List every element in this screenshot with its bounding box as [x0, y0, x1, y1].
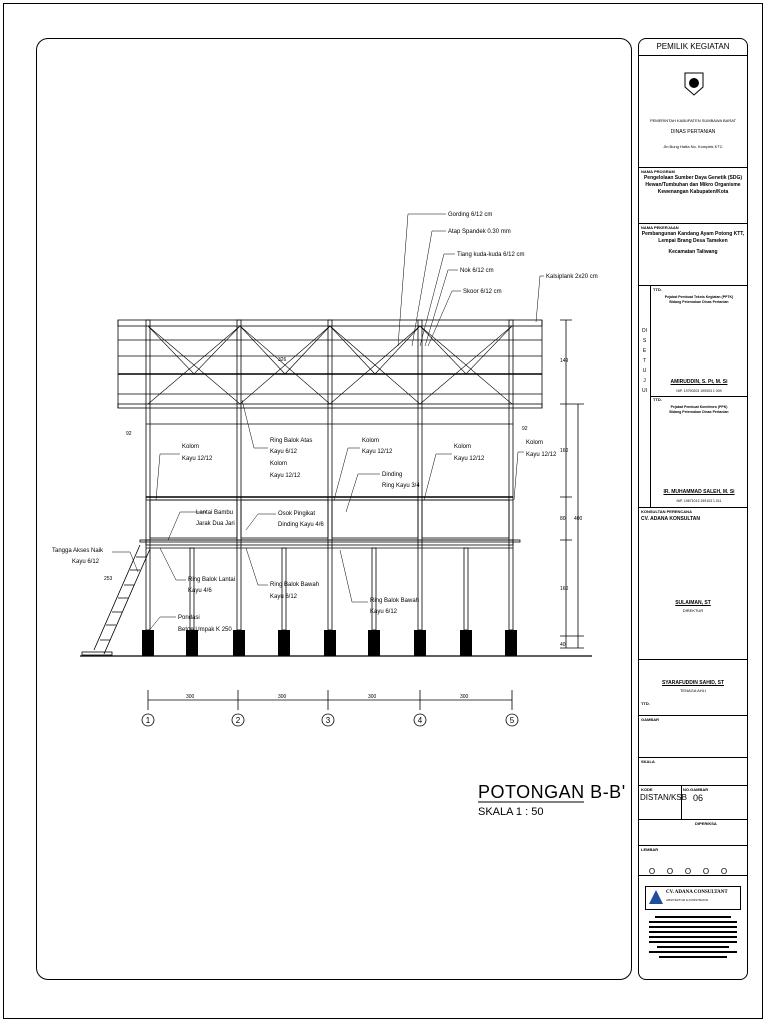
- label-kolom-2: Kolom: [270, 461, 288, 467]
- label-ring-atas-spec: Kayu 6/12: [270, 449, 298, 455]
- company-logo-box: [645, 886, 741, 910]
- label-ring-lantai: Ring Balok Lantai: [188, 577, 236, 583]
- ttd-label-3: TTD.: [641, 701, 650, 706]
- kode-value: DISTAN/KSB: [640, 793, 687, 802]
- drawing-scale: SKALA 1 : 50: [478, 806, 544, 818]
- work-line-1: Pembangunan Kandang Ayam Potong KTT,: [641, 231, 745, 237]
- program-header: NAMA PROGRAM: [641, 169, 675, 174]
- designer-role: TENAGA AHLI: [679, 688, 706, 693]
- lembar-section: [639, 845, 747, 875]
- dim-grid-1: 300: [186, 694, 195, 700]
- work-line-3: Kecamatan Taliwang: [668, 249, 718, 255]
- label-skoor: Skoor 6/12 cm: [463, 289, 502, 295]
- label-pondasi: Pondasi: [178, 615, 200, 621]
- label-ring-bawah-1-spec: Kayu 6/12: [270, 594, 298, 600]
- disetujui-vertical: [639, 286, 651, 507]
- label-kolom-5-spec: Kayu 12/12: [526, 452, 557, 458]
- work-header: NAMA PEKERJAAN: [641, 225, 679, 230]
- sheet-circle-5: O: [720, 867, 728, 876]
- dim-left-over: 92: [126, 431, 132, 437]
- drawing-title: POTONGAN B-B': [478, 782, 626, 802]
- work-section: [639, 223, 747, 256]
- pptk-role-2: Bidang Peternakan Dinas Pertanian: [669, 300, 729, 304]
- dim-roof: 149: [560, 358, 569, 364]
- dim-span: 326: [278, 357, 287, 363]
- designer-section: [639, 659, 747, 715]
- label-kolom-1: Kolom: [182, 444, 200, 450]
- label-ring-bawah-1: Ring Balok Bawah: [270, 582, 320, 588]
- company-name: CV. ADANA CONSULTANT: [666, 890, 728, 895]
- dim-under: 160: [560, 586, 569, 592]
- pptk-nip: NIP. 19790203 199303 1 009: [676, 389, 722, 393]
- label-osok: Osok Pingikat: [278, 511, 316, 517]
- nogambar-value: 06: [693, 793, 704, 803]
- label-tangga-spec: Kayu 6/12: [72, 559, 100, 565]
- label-kolom-4-spec: Kayu 12/12: [454, 456, 485, 462]
- dept-name: DINAS PERTANIAN: [670, 129, 716, 135]
- skala-section: [639, 757, 747, 785]
- dim-found: 40: [560, 642, 566, 648]
- work-line-2: Lempai Brang Desa Tameken: [658, 238, 728, 244]
- label-nok: Nok 6/12 cm: [460, 268, 494, 274]
- director-role: DIREKTUR: [682, 608, 704, 613]
- ring-balok-atas: [118, 404, 542, 408]
- kode-section: [639, 785, 747, 819]
- under-posts: [190, 548, 468, 630]
- designer-name: SYARAFUDDIN SAHID, ST: [661, 680, 725, 686]
- skala-header: SKALA: [641, 759, 655, 764]
- pptk-role-1: Pejabat Pembuat Teknis Kegiatan (PPTK): [664, 295, 734, 299]
- program-section: [639, 167, 747, 196]
- stair-stringer: [94, 545, 140, 650]
- ppk-role-2: Bidang Peternakan Dinas Pertanian: [669, 410, 729, 414]
- label-pondasi-spec: Beton Umpak K 250: [178, 627, 232, 633]
- label-kolom-3-spec: Kayu 12/12: [362, 449, 393, 455]
- dim-wall: 160: [560, 448, 569, 454]
- consultant-header: KONSULTAN PERENCANA: [641, 509, 692, 514]
- ppk-name: IR. MUHAMMAD SALEH, M. Si: [663, 489, 735, 495]
- gov-name: PEMERINTAH KABUPATEN SUMBAWA BARAT: [649, 118, 737, 123]
- floor-beam: [146, 540, 513, 545]
- consultant-name: CV. ADANA KONSULTAN: [641, 516, 700, 522]
- dim-grid-4: 300: [460, 694, 469, 700]
- label-lantai-spec: Jarak Dua Jari: [196, 521, 235, 527]
- label-lantai: Lantai Bambu: [196, 510, 234, 516]
- label-ring-bawah-2: Ring Balok Bawah: [370, 598, 420, 604]
- sheet-circle-1: O: [648, 867, 656, 876]
- company-section: [639, 875, 747, 980]
- title-block: [638, 38, 748, 980]
- sheet-circle-3: O: [684, 867, 692, 876]
- label-kolom-3: Kolom: [362, 438, 380, 444]
- dim-grid-3: 300: [368, 694, 377, 700]
- lembar-label: LEMBAR: [641, 847, 659, 852]
- dim-grid-2: 300: [278, 694, 287, 700]
- pptk-name: AMIRUDDIN, S. Pt, M. Si: [670, 379, 728, 385]
- label-kalsiplank: Kalsiplank 2x20 cm: [546, 274, 598, 280]
- company-sub: ARSITEKTUR & KONSTRUKSI: [666, 898, 709, 902]
- program-line-2: Hewan/Tumbuhan dan Mikro Organisme: [645, 182, 741, 188]
- label-kolom-4: Kolom: [454, 444, 472, 450]
- foundations: [142, 630, 517, 656]
- dept-address: Jln.Bung Hatta No. Komplek KTC: [663, 144, 723, 149]
- ppk-role-1: Pejabat Pembuat Komitmen (PPK): [670, 405, 728, 409]
- ttd-label-2: TTD.: [653, 397, 662, 402]
- label-kolom-5: Kolom: [526, 440, 544, 446]
- label-osok-spec: Dinding Kayu 4/6: [278, 522, 324, 528]
- kode-header: KODE: [641, 787, 653, 792]
- regency-emblem-icon: [683, 71, 705, 97]
- sheet-circle-2: O: [666, 867, 674, 876]
- ttd-label-1: TTD.: [653, 287, 662, 292]
- label-kolom-1-spec: Kayu 12/12: [182, 456, 213, 462]
- label-atap: Atap Spandek 0.30 mm: [448, 229, 511, 235]
- approval-section: [639, 285, 747, 507]
- owner-header: PEMILIK KEGIATAN: [639, 39, 747, 56]
- diperiksa-section: [639, 819, 747, 845]
- consultant-section: [639, 507, 747, 647]
- dim-total: 400: [574, 516, 583, 522]
- axis-3: 3: [325, 716, 331, 725]
- dim-right-over: 92: [522, 426, 528, 432]
- label-ring-atas: Ring Balok Atas: [270, 438, 313, 444]
- gambar-header: GAMBAR: [641, 717, 659, 722]
- disetujui-label: DISETUJUI: [642, 328, 647, 394]
- axis-5: 5: [509, 716, 515, 725]
- label-dinding: Dinding: [382, 472, 403, 478]
- ppk-nip: NIP. 19671013 199103 1 011: [676, 499, 722, 503]
- axis-2: 2: [235, 716, 241, 725]
- diperiksa-label: DIPERIKSA: [695, 821, 717, 826]
- dim-floor: 80: [560, 516, 566, 522]
- label-kolom-2-spec: Kayu 12/12: [270, 473, 301, 479]
- nogambar-header: NO.GAMBAR: [683, 787, 709, 792]
- roof-fascia-top: [118, 320, 542, 326]
- program-line-3: Kewenangan Kabupaten/Kota: [657, 189, 729, 195]
- label-ring-bawah-2-spec: Kayu 6/12: [370, 609, 398, 615]
- label-gording: Gording 6/12 cm: [448, 212, 493, 218]
- label-tangga: Tangga Akses Naik: [52, 548, 104, 554]
- label-tiang: Tiang kuda-kuda 6/12 cm: [457, 252, 525, 258]
- company-logo-icon: [648, 889, 664, 905]
- gambar-section: [639, 715, 747, 757]
- dim-stair: 253: [104, 576, 113, 582]
- sheet-circle-4: O: [702, 867, 710, 876]
- axis-1: 1: [145, 716, 151, 725]
- company-fine-print: [647, 916, 739, 958]
- label-dinding-spec: Ring Kayu 3/4: [382, 483, 420, 489]
- label-ring-lantai-spec: Kayu 4/6: [188, 588, 212, 594]
- director-name: SULAIMAN, ST: [675, 600, 711, 606]
- program-line-1: Pengelolaan Sumber Daya Genetik (SDG): [643, 175, 743, 181]
- axis-4: 4: [417, 716, 423, 725]
